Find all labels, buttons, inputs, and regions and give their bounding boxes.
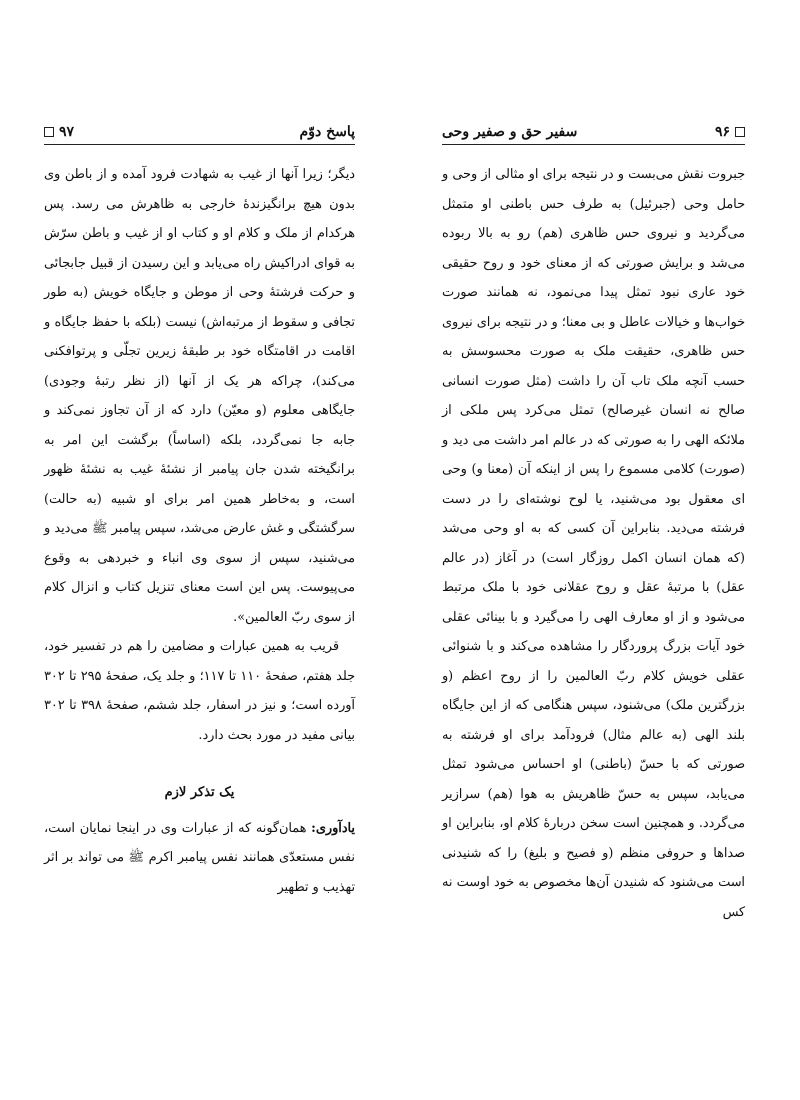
- paragraph: جبروت نقش می‌بست و در نتیجه برای او مثالی از وحی و حامل وحی (جبرئیل) به طرف حس باطنی او متمثل می‌گردید و نیروی حس ظاهری (هم) رو به بالا ربوده می‌شد و برایش صورتی که از معنای خود و روح حقیقی خود عاری نبود تمثل پیدا می‌نمود، نه همانند صورت خواب‌ها و خیالات عاطل و بی معنا؛ و در نتیجه برای نیروی حس ظاهری، حقیقت ملک به صورت محسوسش به حسب آنچه ملک تاب آن را داشت (مثل صورت انسانی صالح نه انسان غیرصالح) تمثل می‌کرد پس ملکی از ملائکه الهی را به صورتی که در عالم امر داشت می دید و (صورت) کلامی مسموع را پس از اینکه آن (معنا و) وحی ای معقول بود می‌شنید، یا لوح نوشته‌ای را در دست فرشته می‌دید. بنابراین آن کسی که به او وحی می‌شد (که همان انسان اکمل روزگار است) در آغاز (در عالم عقل) با مرتبهٔ عقل و روح عقلانی خود با ملک مرتبط می‌شود و از او معارف الهی را می‌گیرد و با بینائی عقلی خود آیات بزرگ پروردگار را مشاهده می‌کند و با شنوائی عقلی خویش کلام ربّ العالمین را از روح اعظم (و بزرگترین ملک) می‌شنود، سپس هنگامی که از این جایگاه بلند الهی (به عالم مثال) فرودآمد برای او فرشته به صورتی که با حسّ (باطنی) او احساس می‌شود تمثل می‌یابد، سپس به حسّ ظاهریش به هوا (هم) سرازیر می‌گردد. و همچنین است سخن دربارهٔ کلام او، بنابراین او صداها و حروفی منظم (و فصیح و بلیغ) را که شنیدنی است می‌شنود که شنیدن آن‌ها مخصوص به خود اوست نه کس: [442, 167, 745, 920]
- note-lead: یادآوری:: [311, 820, 355, 836]
- paragraph: دیگر؛ زیرا آنها از غیب به شهادت فرود آمده و از باطن وی بدون هیچ برانگیزندهٔ خارجی به ظاهرش می رسد. پس هرکدام از ملک و کلام او و کتاب او از غیب و باطن سرّش به قوای ادراکیش راه می‌یابد و این رسیدن از قبیل جابجائی و حرکت فرشتهٔ وحی از موطن و جایگاه خویش (به طور تجافی و سقوط از مرتبه‌اش) نیست (بلکه با حفظ جایگاه و اقامت در اقامتگاه خود بر طبقهٔ زیرین تجلّی و پرتوافکنی می‌کند)، چراکه هر یک از آنها (از نظر رتبهٔ وجودی) جایگاهی معلوم (و معیّن) دارد که از آن تجاوز نمی‌کند و جابه جا نمی‌گردد، بلکه (اساساً) برگشت این امر به برانگیخته شدن جان پیامبر از نشئهٔ غیب به نشئهٔ ظهور است، و به‌خاطر همین امر برای او شبیه (به حالت) سرگشتگی و غش عارض می‌شد، سپس پیامبر ﷺ می‌دید و می‌شنید، سپس از سوی وی انباء و خبردهی به وقوع می‌پیوست. پس این است معنای تنزیل کتاب و انزال کلام از سوی ربّ العالمین».: [44, 167, 355, 625]
- running-title: سفیر حق و صفیر وحی: [442, 124, 578, 140]
- paragraph: قریب به همین عبارات و مضامین را هم در تفسیر خود، جلد هفتم، صفحهٔ ۱۱۰ تا ۱۱۷؛ و جلد یک، صفحهٔ ۲۹۵ تا ۳۰۲ آورده است؛ و نیز در اسفار، جلد ششم، صفحهٔ ۳۹۸ تا ۳۰۲ بیانی مفید در مورد بحث دارد.: [44, 639, 355, 743]
- right-page: [405, 0, 800, 1100]
- note-paragraph: [44, 814, 355, 903]
- running-title: پاسخ دوّم: [299, 124, 355, 140]
- running-header: [442, 120, 745, 145]
- page-body: [442, 160, 745, 927]
- page-number-group: [44, 124, 74, 140]
- page-number-group: [715, 124, 745, 140]
- page-body: [44, 160, 355, 902]
- page-number: ۹۷: [59, 124, 75, 140]
- square-ornament-icon: [735, 127, 745, 137]
- square-ornament-icon: [44, 127, 54, 137]
- running-header: [44, 120, 355, 145]
- section-heading: یک تذکر لازم: [164, 785, 235, 800]
- note-text: همان‌گونه که از عبارات وی در اینجا نمایان است، نفس مستعدّی همانند نفس پیامبر اکرم ﷺ می تواند بر اثر تهذیب و تطهیر: [44, 820, 355, 895]
- page-number: ۹۶: [714, 124, 730, 140]
